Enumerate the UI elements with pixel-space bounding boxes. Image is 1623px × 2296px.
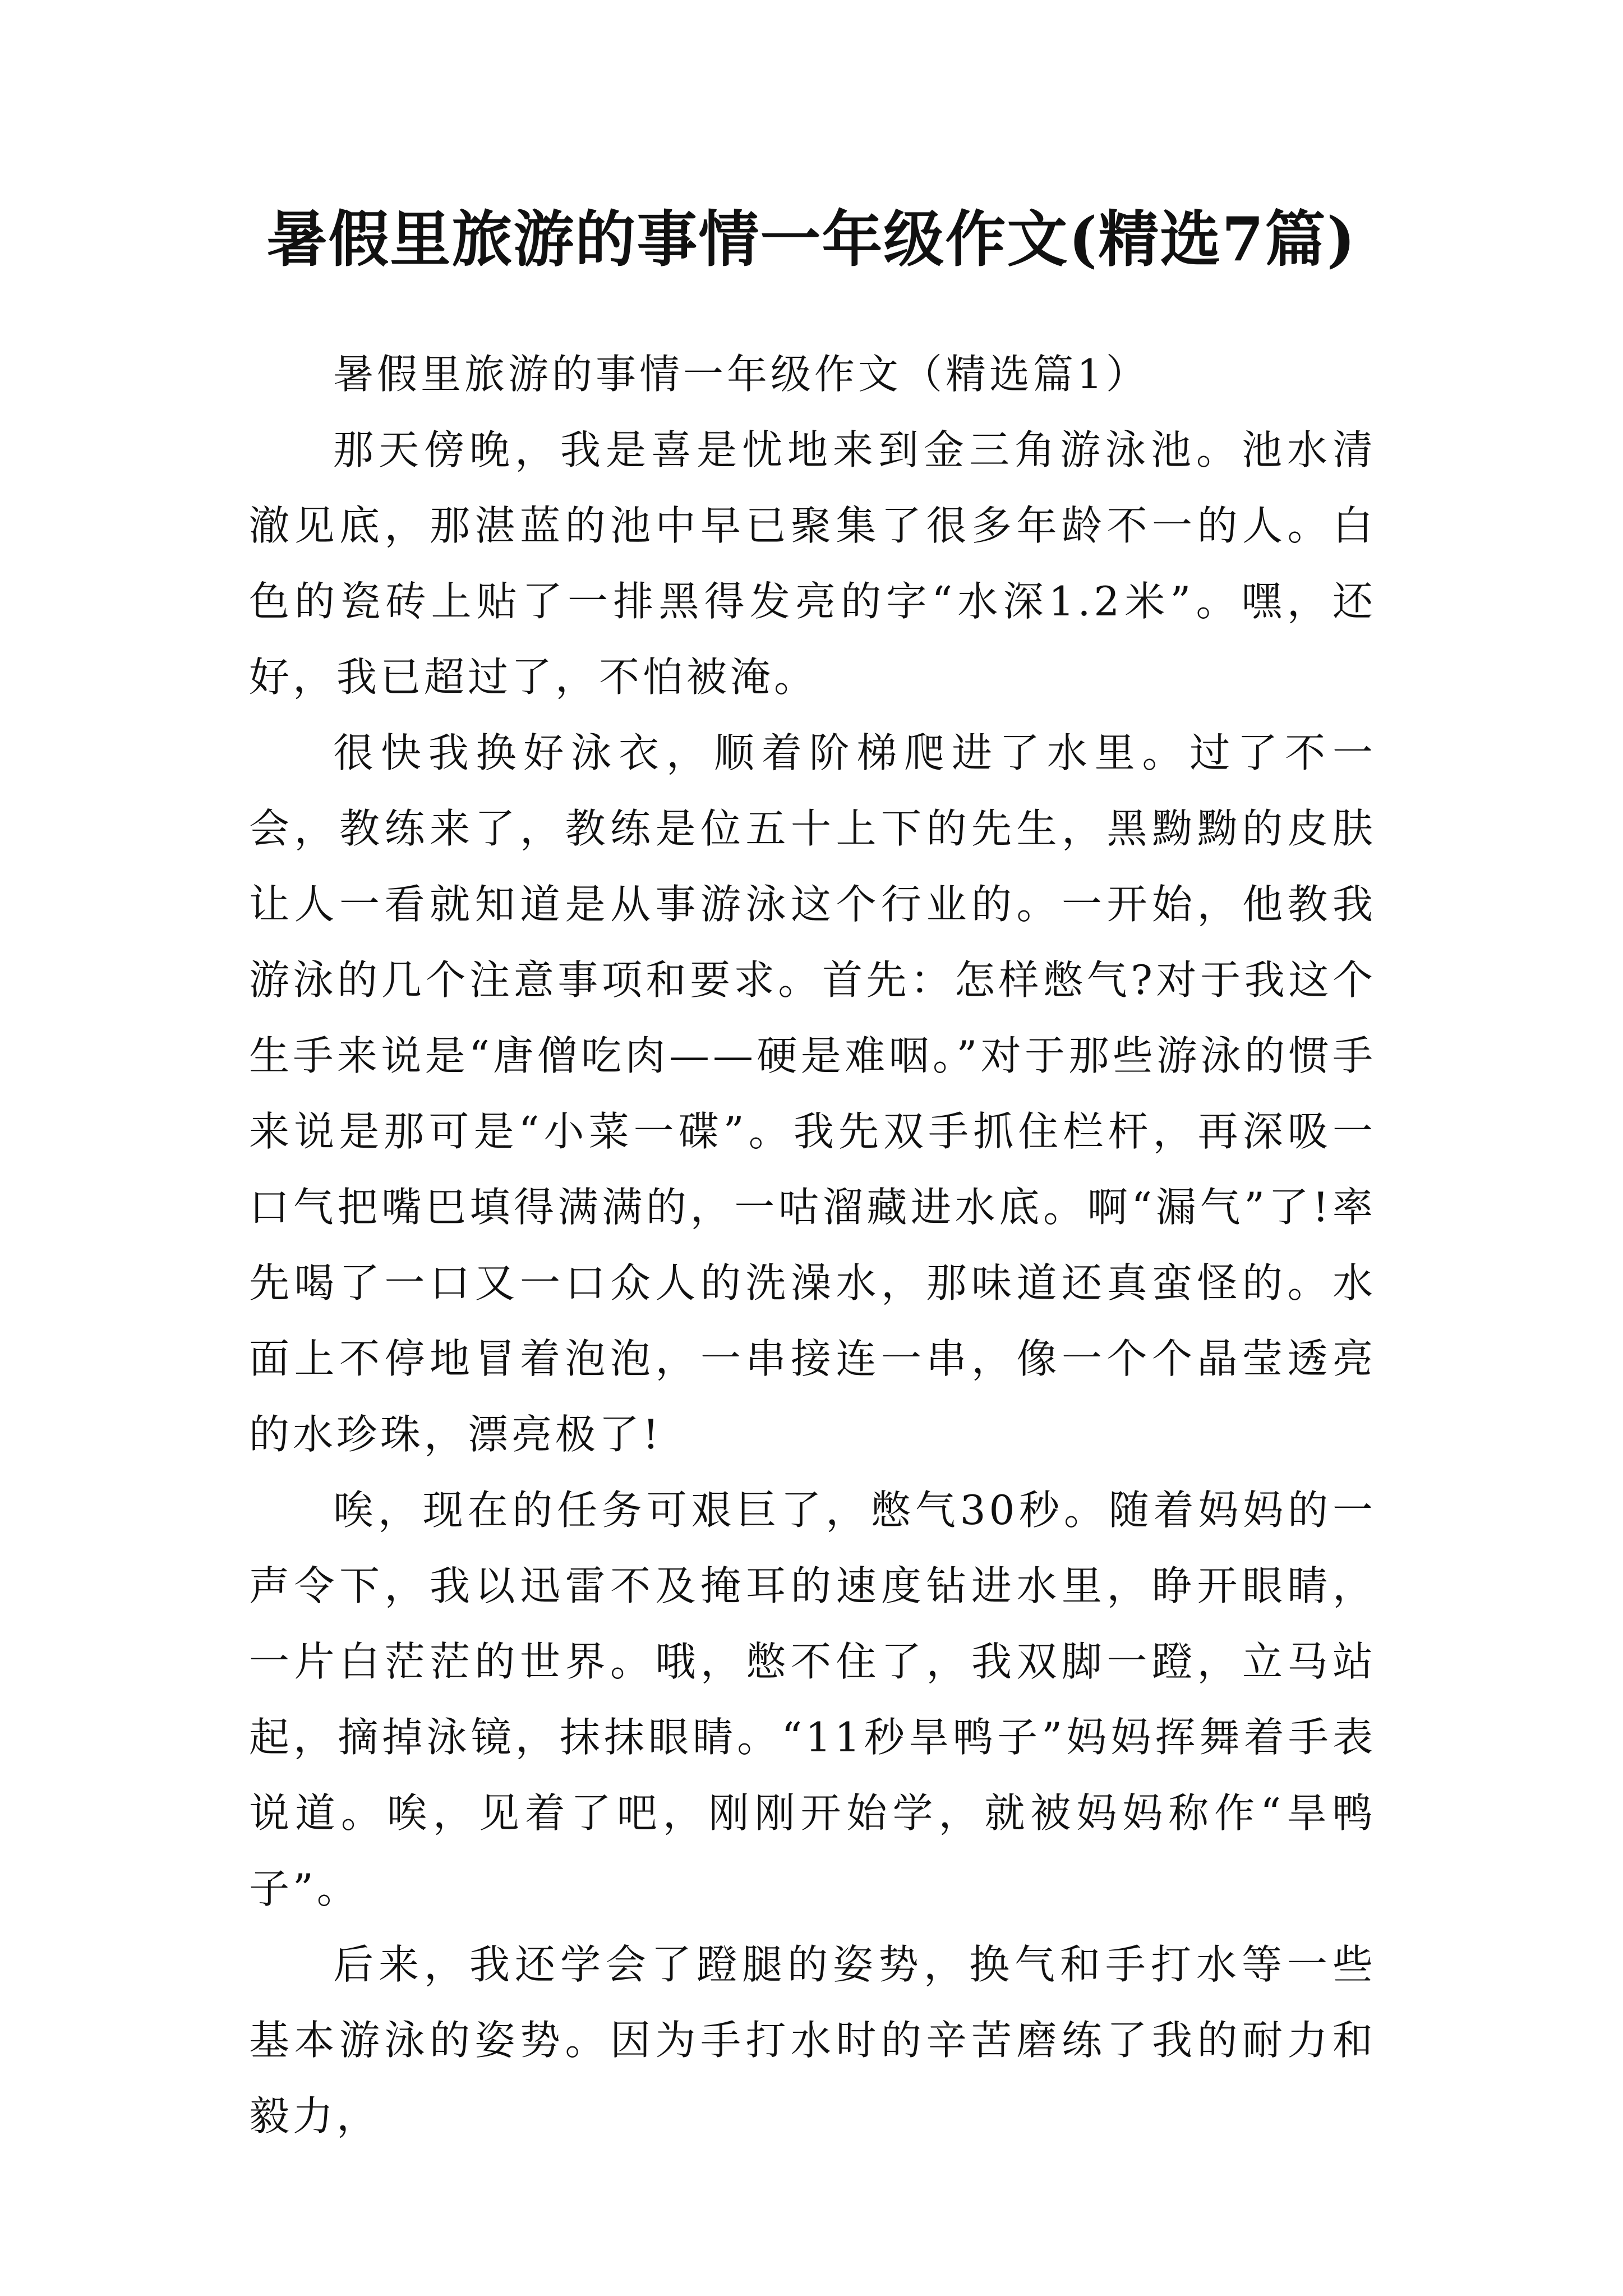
- paragraph-4: 后来，我还学会了蹬腿的姿势，换气和手打水等一些基本游泳的姿势。因为手打水时的辛苦磨练了我的耐力和毅力，: [249, 1941, 1376, 2139]
- document-body: [249, 337, 1376, 2154]
- document-title: 暑假里旅游的事情一年级作文(精选7篇): [266, 204, 1357, 275]
- paragraph-1: 那天傍晚，我是喜是忧地来到金三角游泳池。池水清澈见底，那湛蓝的池中早已聚集了很多年龄不一的人。白色的瓷砖上贴了一排黑得发亮的字“水深1.2米”。嘿，还好，我已超过了，不怕被淹。: [249, 426, 1376, 701]
- section-heading: 暑假里旅游的事情一年级作文（精选篇1）: [333, 351, 1150, 398]
- paragraph-3: 唉，现在的任务可艰巨了，憋气30秒。随着妈妈的一声令下，我以迅雷不及掩耳的速度钻进水里，睁开眼睛，一片白茫茫的世界。哦，憋不住了，我双脚一蹬，立马站起，摘掉泳镜，抹抹眼睛。“11秒旱鸭子”妈妈挥舞着手表说道。唉，见着了吧，刚刚开始学，就被妈妈称作“旱鸭子”。: [249, 1487, 1376, 1912]
- paragraph-2: 很快我换好泳衣，顺着阶梯爬进了水里。过了不一会，教练来了，教练是位五十上下的先生，黑黝黝的皮肤让人一看就知道是从事游泳这个行业的。一开始，他教我游泳的几个注意事项和要求。首先：怎样憋气?对于我这个生手来说是“唐僧吃肉——硬是难咽。”对于那些游泳的惯手来说是那可是“小菜一碟”。我先双手抓住栏杆，再深吸一口气把嘴巴填得满满的，一咕溜藏进水底。啊“漏气”了!率先喝了一口又一口众人的洗澡水，那味道还真蛮怪的。水面上不停地冒着泡泡，一串接连一串，像一个个晶莹透亮的水珍珠，漂亮极了!: [249, 729, 1376, 1458]
